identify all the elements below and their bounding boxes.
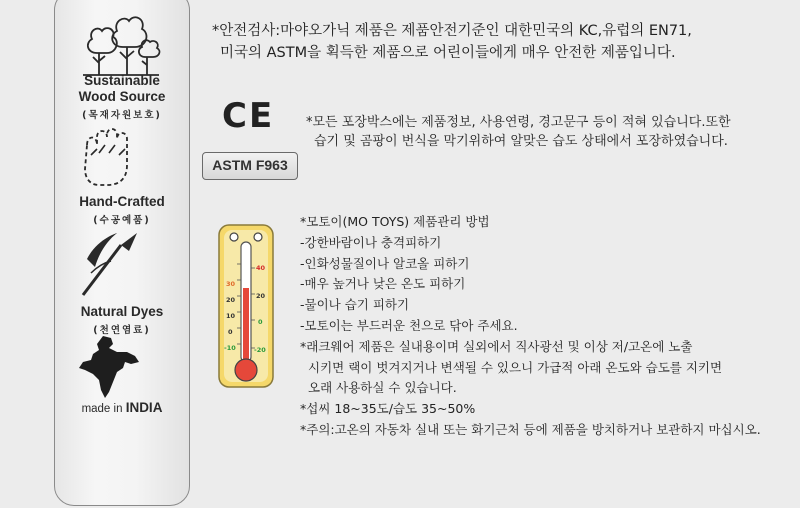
care-line-2: -강한바람이나 충격피하기	[300, 234, 442, 250]
safety-notice	[212, 20, 692, 64]
left-tick-10: 10	[226, 312, 236, 320]
natural-dyes-label: Natural Dyes	[80, 304, 164, 319]
hand-crafted-korean: (수공예품)	[93, 215, 151, 226]
care-line-5: -물이나 습기 피하기	[300, 297, 410, 313]
hang-hole-left	[230, 233, 238, 241]
made-in-prefix: made in	[81, 403, 123, 415]
left-tick-minus10: -10	[224, 344, 236, 352]
right-tick-0: 0	[258, 318, 263, 326]
care-line-1: *모토이(MO TOYS) 제품관리 방법	[300, 214, 490, 229]
left-tick-0: 0	[228, 328, 233, 336]
wood-source-korean: (목재자원보호)	[82, 110, 162, 121]
left-tick-30: 30	[226, 280, 236, 288]
right-tick-40: 40	[256, 264, 266, 272]
made-in-country: INDIA	[125, 400, 163, 415]
hand-crafted-label: Hand-Crafted	[79, 194, 165, 209]
care-line-6: -모토이는 부드러운 천으로 닦아 주세요.	[300, 317, 518, 333]
care-line-4: -매우 높거나 낮은 온도 피하기	[300, 276, 466, 292]
astm-badge: ASTM F963	[202, 152, 298, 180]
packaging-notice	[306, 113, 731, 151]
hand-icon	[77, 125, 147, 189]
mercury-column	[243, 288, 249, 364]
paintbrush-icon	[77, 229, 147, 299]
care-line-8: 시키면 랙이 벗겨지거나 변색될 수 있으니 가급적 아래 온도와 습도를 지키면	[308, 359, 723, 375]
packaging-line-2: 습기 및 곰팡이 번식을 막기위하여 알맞은 습도 상태에서 포장하였습니다.	[314, 134, 728, 149]
care-line-7: *래크웨어 제품은 실내용이며 실외에서 직사광선 및 이상 저/고온에 노출	[300, 338, 693, 354]
sustainable-label: Sustainable	[84, 73, 160, 88]
right-tick-minus20: -20	[254, 346, 266, 354]
hang-hole-right	[254, 233, 262, 241]
thermometer-bulb	[235, 359, 257, 381]
right-tick-20: 20	[256, 292, 266, 300]
care-line-9: 오래 사용하실 수 있습니다.	[308, 380, 457, 396]
care-line-3: -인화성물질이나 알코올 피하기	[300, 255, 470, 271]
natural-dyes-korean: (천연염료)	[93, 325, 151, 336]
left-tick-20: 20	[226, 296, 236, 304]
ce-mark: CE	[222, 96, 275, 136]
thermometer-icon	[218, 224, 274, 388]
india-map-icon	[73, 334, 143, 400]
wood-source-label: Wood Source	[78, 89, 166, 104]
safety-line-1: *안전검사:마야오가닉 제품은 제품안전기준인 대한민국의 KC,유럽의 EN71,	[212, 23, 692, 39]
care-line-11: *주의:고온의 자동차 실내 또는 화기근처 등에 제품을 방치하거나 보관하지 마십시오.	[300, 421, 761, 437]
care-instructions	[300, 212, 761, 441]
eco-hang-tag	[54, 0, 190, 506]
safety-line-2: 미국의 ASTM을 획득한 제품으로 어린이들에게 매우 안전한 제품입니다.	[220, 45, 676, 61]
care-line-10: *섭씨 18~35도/습도 35~50%	[300, 401, 476, 417]
made-in-label	[55, 400, 189, 417]
packaging-line-1: *모든 포장박스에는 제품정보, 사용연령, 경고문구 등이 적혀 있습니다.또한	[306, 115, 731, 130]
